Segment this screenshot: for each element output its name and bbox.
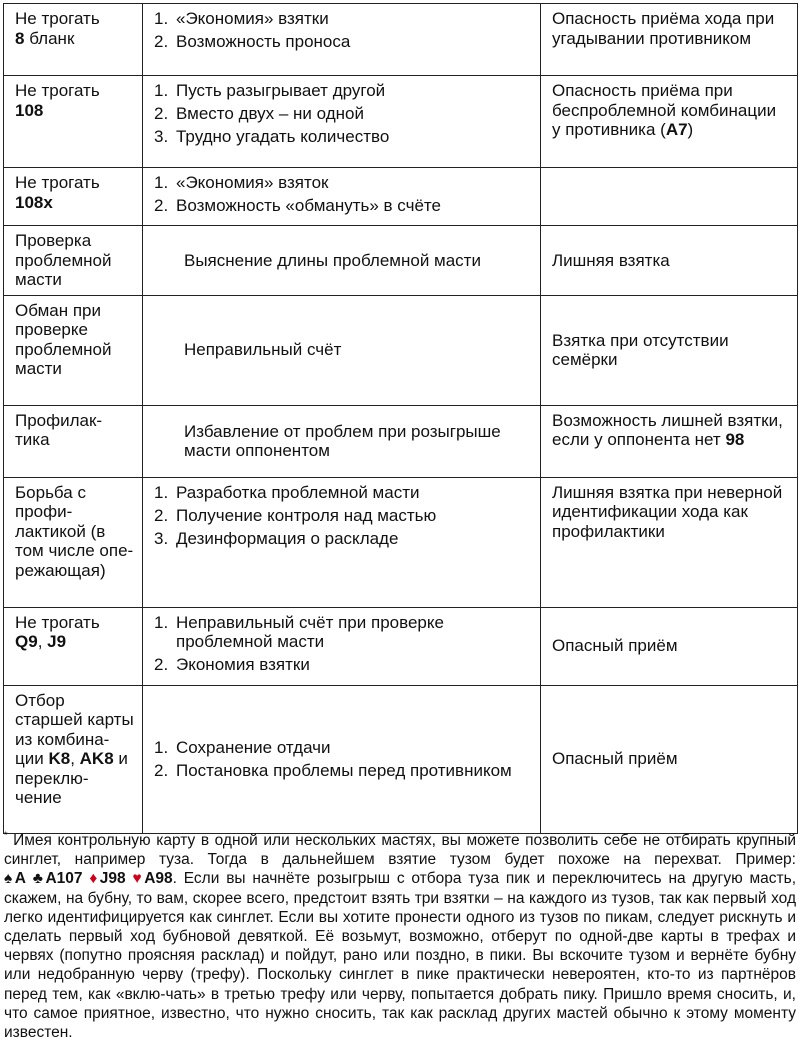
risk-cell: Возможность лишней взятки, если у оппонента нет 98 — [541, 405, 798, 477]
table-row — [4, 76, 798, 168]
purpose-cell — [143, 477, 541, 607]
table-row — [4, 405, 798, 477]
list-item: 2. Постановка проблемы перед противником — [154, 760, 512, 780]
risk-cell: Опасный приём — [541, 607, 798, 685]
list-item: 2. Вместо двух – ни одной — [154, 104, 364, 123]
strategy-table — [3, 3, 798, 834]
technique-cell: Обман при проверке проблемной масти — [4, 295, 143, 405]
risk-cell: Опасность приёма хода при угадывании противником — [541, 4, 798, 76]
purpose-list — [154, 9, 532, 52]
purpose-cell: Неправильный счёт — [143, 295, 541, 405]
table-row — [4, 226, 798, 296]
technique-cell: Не трогать 108x — [4, 168, 143, 226]
risk-cell: Взятка при отсутствии семёрки — [541, 295, 798, 405]
heart-icon: ♥ — [132, 870, 145, 888]
list-item: 2. Экономия взятки — [154, 655, 310, 674]
risk-cell: Лишняя взятка при неверной идентификации хода как профилактики — [541, 477, 798, 607]
purpose-cell: Выяснение длины проблемной масти — [143, 226, 541, 296]
purpose-list — [154, 738, 532, 781]
table-row — [4, 168, 798, 226]
purpose-list — [154, 81, 532, 147]
table-row — [4, 295, 798, 405]
table-row — [4, 4, 798, 76]
list-item: 2. Получение контроля над мастью — [154, 505, 437, 525]
list-item: 1. Пусть разыгрывает другой — [154, 81, 386, 100]
list-item: 3. Дезинформация о раскладе — [154, 528, 399, 548]
table-row — [4, 607, 798, 685]
diamond-icon: ♦ — [89, 870, 100, 888]
list-item: 1. «Экономия» взяток — [154, 173, 329, 192]
list-item: 3. Трудно угадать количество — [154, 127, 390, 146]
risk-cell — [541, 168, 798, 226]
list-item: 2. Возможность «обмануть» в счёте — [154, 196, 441, 215]
table-row — [4, 477, 798, 607]
footnote-marker: * — [4, 830, 8, 840]
purpose-cell — [143, 685, 541, 833]
technique-cell: Не трогать Q9, J9 — [4, 607, 143, 685]
purpose-cell — [143, 607, 541, 685]
purpose-cell: Избавление от проблем при розыгрыше масти оппонентом — [143, 405, 541, 477]
purpose-list — [154, 173, 532, 216]
footnote — [4, 831, 796, 1042]
list-item: 1. Разработка проблемной масти — [154, 482, 420, 502]
technique-cell: Борьба с профи-лактикой (в том числе опе-режающая) — [4, 477, 143, 607]
purpose-cell — [143, 76, 541, 168]
technique-cell: Не трогать 8 бланк — [4, 4, 143, 76]
risk-cell: Опасный приём — [541, 685, 798, 833]
purpose-cell — [143, 168, 541, 226]
risk-cell: Опасность приёма при беспроблемной комбинации у противника (A7) — [541, 76, 798, 168]
technique-cell: Отбор старшей карты из комбина-ции K8, AK8 и переклю-чение — [4, 685, 143, 833]
club-icon: ♣ — [32, 870, 46, 888]
technique-cell: Проверка проблемной масти — [4, 226, 143, 296]
purpose-list — [154, 613, 532, 675]
purpose-list — [154, 483, 532, 549]
table-row — [4, 685, 798, 833]
list-item: 1. «Экономия» взятки — [154, 9, 329, 28]
technique-cell: Не трогать 108 — [4, 76, 143, 168]
list-item: 1. Сохранение отдачи — [154, 737, 331, 757]
purpose-cell — [143, 4, 541, 76]
list-item: 1. Неправильный счёт при проверке проблемной масти — [154, 612, 444, 651]
list-item: 2. Возможность проноса — [154, 32, 351, 51]
risk-cell: Лишняя взятка — [541, 226, 798, 296]
spade-icon: ♠ — [4, 870, 15, 888]
technique-cell: Профилак-тика — [4, 405, 143, 477]
footnote-text: * Имея контрольную карту в одной или нескольких мастях, вы можете позволить себе не отбирать крупный синглет, например туза. Тогда в дальнейшем взятие тузом будет похоже на перехват. Пример: ♠A ♣A107 ♦J98 ♥A98. Если вы начнёте розыгрыш с отбора туза пик и переключитесь на другую масть, скажем, на бубну, то вам, скорее всего, предстоит взять три взятки – на каждого из тузов, так как первый ход легко идентифицируется как синглет. Если вы хотите пронести одного из тузов по пикам, следует рискнуть и сделать первый ход бубновой девяткой. Её возьмут, возможно, отберут по одной-две карты в трефах и червях (попутно проясняя расклад) и пойдут, рано или поздно, в пики. Вы вскочите тузом и вернёте бубну или недобранную черву (трефу). Поскольку синглет в пике практически невероятен, кто-то из партнёров перед тем, как «вклю-чать» в третью трефу или черву, попытается добрать пику. Пришло время сносить, и, что самое приятное, известно, что нужно сносить, так как расклад других мастей обычно к этому моменту известен. — [4, 830, 797, 1042]
